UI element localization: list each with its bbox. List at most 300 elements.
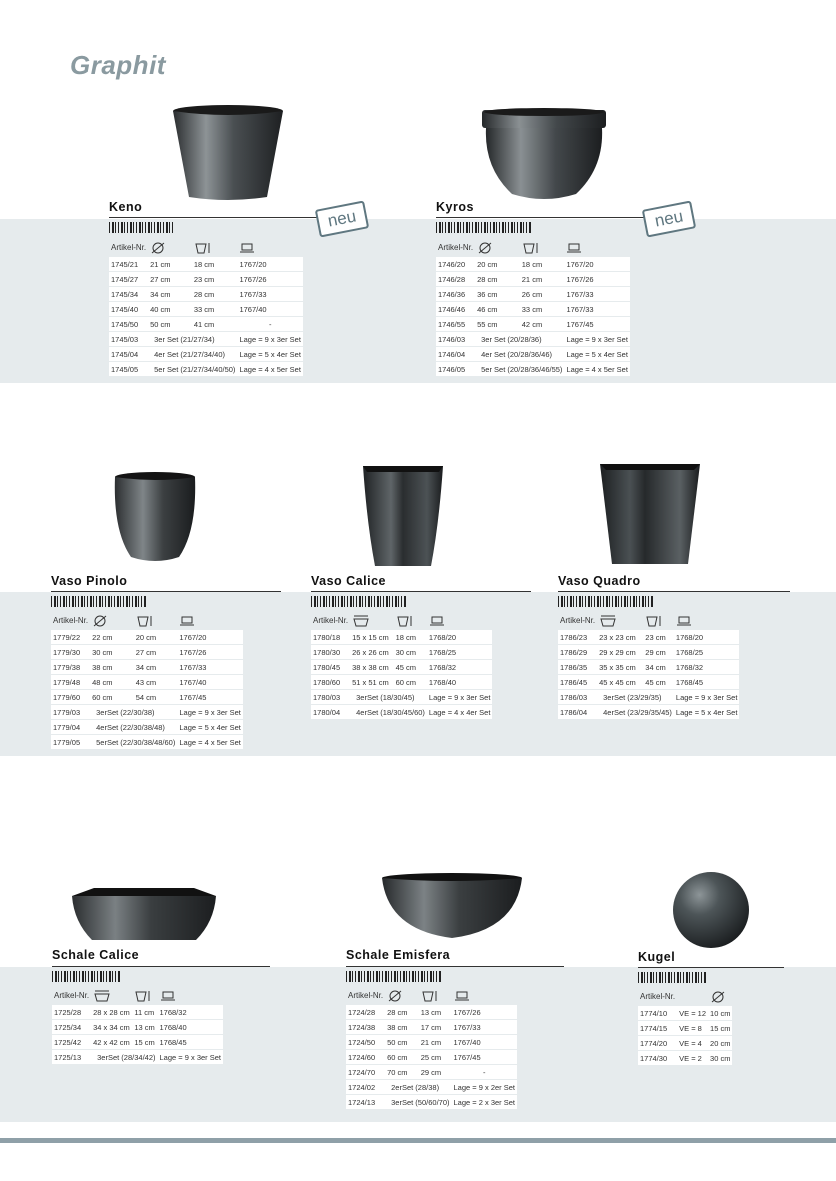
table-cell: 1745/27 — [109, 272, 148, 286]
table-cell: 35 x 35 cm — [597, 660, 643, 674]
table-cell: 1767/20 — [237, 257, 303, 271]
table-row — [109, 287, 303, 301]
table-cell: 1746/20 — [436, 257, 475, 271]
table-cell: 1780/30 — [311, 645, 350, 659]
table-cell: 13 cm — [419, 1005, 452, 1019]
table-row — [52, 1020, 223, 1034]
table-cell: 1746/28 — [436, 272, 475, 286]
column-article: Artikel-Nr. — [313, 616, 349, 625]
table-cell: 1779/60 — [51, 690, 90, 704]
title-rule — [311, 591, 531, 592]
table-cell: 1746/05 — [436, 362, 475, 376]
table-cell: 1767/20 — [564, 257, 630, 271]
table-row — [558, 645, 739, 659]
table-cell: 3erSet (50/60/70) — [385, 1095, 451, 1109]
column-article: Artikel-Nr. — [54, 991, 90, 1000]
schale-emisfera-table — [346, 986, 517, 1110]
table-row — [109, 272, 303, 286]
table-cell: 4erSet (18/30/45/60) — [350, 705, 427, 719]
table-cell: 45 cm — [643, 675, 674, 689]
title-rule — [51, 591, 281, 592]
table-cell: 10 cm — [708, 1006, 732, 1020]
table-cell: 4er Set (20/28/36/46) — [475, 347, 564, 361]
table-cell: 1768/40 — [427, 675, 493, 689]
table-cell: 26 x 26 cm — [350, 645, 393, 659]
table-cell: 28 x 28 cm — [91, 1005, 132, 1019]
saucer-icon — [674, 612, 740, 629]
table-cell: 45 x 45 cm — [597, 675, 643, 689]
table-cell: 15 cm — [132, 1035, 157, 1049]
table-cell: 28 cm — [192, 287, 238, 301]
footer-rule — [0, 1138, 836, 1143]
table-cell: 1779/22 — [51, 630, 90, 644]
product-name: Vaso Calice — [311, 574, 386, 588]
table-cell: 11 cm — [132, 1005, 157, 1019]
product-image-kyros — [480, 108, 608, 204]
table-cell: 1786/29 — [558, 645, 597, 659]
table-cell: 48 cm — [90, 675, 134, 689]
table-cell: 1767/45 — [177, 690, 243, 704]
diameter-icon — [708, 988, 732, 1005]
product-image-schale-emisfera — [380, 872, 524, 942]
table-cell: 1745/50 — [109, 317, 148, 331]
table-cell: 54 cm — [134, 690, 178, 704]
table-cell: 60 cm — [90, 690, 134, 704]
barcode — [52, 971, 120, 982]
table-cell: 1767/45 — [564, 317, 630, 331]
height-icon — [192, 239, 238, 256]
height-icon — [419, 987, 452, 1004]
table-cell: 1724/70 — [346, 1065, 385, 1079]
table-cell: 3er Set (21/27/34) — [148, 332, 237, 346]
table-cell: 25 cm — [419, 1050, 452, 1064]
set-row — [311, 690, 492, 704]
table-cell: 4er Set (21/27/34/40) — [148, 347, 237, 361]
table-cell: 21 cm — [419, 1035, 452, 1049]
table-cell: 1779/05 — [51, 735, 90, 749]
product-name: Kyros — [436, 200, 474, 214]
vaso-calice-table — [311, 611, 492, 720]
product-name: Kugel — [638, 950, 676, 964]
table-cell: 34 cm — [643, 660, 674, 674]
set-row — [51, 735, 243, 749]
table-cell: 1786/03 — [558, 690, 597, 704]
table-cell: 1746/04 — [436, 347, 475, 361]
table-cell: Lage = 9 x 3er Set — [564, 332, 630, 346]
table-row — [311, 645, 492, 659]
product-name: Schale Emisfera — [346, 948, 451, 962]
product-name: Schale Calice — [52, 948, 140, 962]
set-row — [109, 347, 303, 361]
table-cell: 1746/55 — [436, 317, 475, 331]
table-cell: 1767/26 — [452, 1005, 518, 1019]
product-image-kugel — [670, 870, 752, 950]
height-icon — [132, 987, 157, 1004]
table-cell: 4erSet (23/29/35/45) — [597, 705, 674, 719]
table-cell: 1768/20 — [427, 630, 493, 644]
table-cell: 3erSet (18/30/45) — [350, 690, 427, 704]
column-article: Artikel-Nr. — [438, 243, 474, 252]
table-row — [558, 675, 739, 689]
table-cell: 1779/38 — [51, 660, 90, 674]
set-row — [436, 347, 630, 361]
column-article: Artikel-Nr. — [111, 243, 147, 252]
table-cell: Lage = 9 x 3er Set — [427, 690, 493, 704]
table-cell: 38 cm — [385, 1020, 419, 1034]
table-cell: VE = 2 — [677, 1051, 708, 1065]
product-name: Vaso Pinolo — [51, 574, 128, 588]
set-row — [558, 690, 739, 704]
table-row — [51, 675, 243, 689]
table-cell: 20 cm — [134, 630, 178, 644]
table-cell: 1746/36 — [436, 287, 475, 301]
table-cell: 3erSet (22/30/38) — [90, 705, 177, 719]
table-cell: 1767/33 — [237, 287, 303, 301]
column-article: Artikel-Nr. — [560, 616, 596, 625]
product-name: Vaso Quadro — [558, 574, 641, 588]
table-cell: 1779/48 — [51, 675, 90, 689]
table-cell: 1774/30 — [638, 1051, 677, 1065]
height-icon — [134, 612, 178, 629]
table-cell: 1746/46 — [436, 302, 475, 316]
table-cell: 23 cm — [643, 630, 674, 644]
table-cell: 30 cm — [708, 1051, 732, 1065]
table-cell: Lage = 5 x 4er Set — [177, 720, 243, 734]
product-name: Keno — [109, 200, 143, 214]
table-cell: 1767/33 — [564, 302, 630, 316]
table-cell: 20 cm — [475, 257, 520, 271]
table-cell: 42 cm — [520, 317, 565, 331]
table-cell: 13 cm — [132, 1020, 157, 1034]
table-cell: 1786/45 — [558, 675, 597, 689]
table-cell: 1768/25 — [674, 645, 740, 659]
table-row — [346, 1035, 517, 1049]
set-row — [311, 705, 492, 719]
table-row — [51, 690, 243, 704]
table-cell: 1786/04 — [558, 705, 597, 719]
table-cell: 30 cm — [90, 645, 134, 659]
table-cell: 27 cm — [134, 645, 178, 659]
column-article: Artikel-Nr. — [640, 992, 676, 1001]
table-cell: 42 x 42 cm — [91, 1035, 132, 1049]
barcode — [109, 222, 175, 233]
table-cell: 5erSet (22/30/38/48/60) — [90, 735, 177, 749]
new-badge: neu — [642, 200, 696, 237]
table-cell: 1767/26 — [564, 272, 630, 286]
table-cell: Lage = 9 x 3er Set — [158, 1050, 224, 1064]
table-cell: 1767/40 — [452, 1035, 518, 1049]
barcode — [436, 222, 532, 233]
width-icon — [350, 612, 393, 629]
width-icon — [91, 987, 132, 1004]
table-cell: 1767/33 — [452, 1020, 518, 1034]
table-cell: 1780/45 — [311, 660, 350, 674]
table-cell: 1774/10 — [638, 1006, 677, 1020]
title-rule — [109, 217, 319, 218]
table-row — [109, 317, 303, 331]
set-row — [558, 705, 739, 719]
table-cell: 34 cm — [134, 660, 178, 674]
table-cell: 40 cm — [148, 302, 192, 316]
set-row — [346, 1080, 517, 1094]
table-cell: 1774/20 — [638, 1036, 677, 1050]
product-image-keno — [169, 103, 287, 203]
table-row — [558, 660, 739, 674]
table-row — [436, 287, 630, 301]
product-image-vaso-pinolo — [113, 471, 197, 565]
table-cell: 30 cm — [394, 645, 427, 659]
table-cell: VE = 8 — [677, 1021, 708, 1035]
title-rule — [436, 217, 646, 218]
table-row — [52, 1005, 223, 1019]
table-cell: 1767/20 — [177, 630, 243, 644]
table-cell: 1767/33 — [564, 287, 630, 301]
table-cell: 38 cm — [90, 660, 134, 674]
table-cell: 45 cm — [394, 660, 427, 674]
table-cell: 1768/32 — [158, 1005, 224, 1019]
table-cell: 1724/13 — [346, 1095, 385, 1109]
table-cell: 33 cm — [192, 302, 238, 316]
table-cell: 27 cm — [148, 272, 192, 286]
table-cell: 1767/40 — [177, 675, 243, 689]
table-cell: 2erSet (28/38) — [385, 1080, 451, 1094]
saucer-icon — [564, 239, 630, 256]
saucer-icon — [158, 987, 224, 1004]
table-cell: 1780/04 — [311, 705, 350, 719]
product-image-vaso-quadro — [598, 462, 702, 568]
table-cell: Lage = 5 x 4er Set — [564, 347, 630, 361]
table-row — [311, 675, 492, 689]
title-rule — [346, 966, 564, 967]
table-cell: 1745/05 — [109, 362, 148, 376]
column-article: Artikel-Nr. — [53, 616, 89, 625]
table-cell: 1745/34 — [109, 287, 148, 301]
height-icon — [643, 612, 674, 629]
saucer-icon — [237, 239, 303, 256]
table-row — [52, 1035, 223, 1049]
diameter-icon — [385, 987, 419, 1004]
table-row — [436, 317, 630, 331]
saucer-icon — [177, 612, 243, 629]
table-row — [109, 302, 303, 316]
table-row — [638, 1021, 732, 1035]
table-cell: 1767/26 — [237, 272, 303, 286]
table-cell: 1725/13 — [52, 1050, 91, 1064]
barcode — [346, 971, 442, 982]
title-rule — [52, 966, 270, 967]
table-cell: 1768/32 — [427, 660, 493, 674]
table-cell: 18 cm — [394, 630, 427, 644]
table-cell: 1780/03 — [311, 690, 350, 704]
table-cell: VE = 4 — [677, 1036, 708, 1050]
table-cell: Lage = 4 x 5er Set — [564, 362, 630, 376]
table-row — [436, 302, 630, 316]
table-cell: 1768/40 — [158, 1020, 224, 1034]
table-cell: 1774/15 — [638, 1021, 677, 1035]
table-cell: 21 cm — [148, 257, 192, 271]
height-icon — [394, 612, 427, 629]
table-cell: 5er Set (20/28/36/46/55) — [475, 362, 564, 376]
table-row — [51, 645, 243, 659]
table-cell: 1724/28 — [346, 1005, 385, 1019]
table-cell: 1767/40 — [237, 302, 303, 316]
saucer-icon — [452, 987, 518, 1004]
table-cell: - — [237, 317, 303, 331]
title-rule — [638, 967, 784, 968]
table-cell: 1725/34 — [52, 1020, 91, 1034]
table-cell: 1779/30 — [51, 645, 90, 659]
table-cell: 1767/45 — [452, 1050, 518, 1064]
table-cell: 51 x 51 cm — [350, 675, 393, 689]
table-cell: 43 cm — [134, 675, 178, 689]
set-row — [109, 362, 303, 376]
table-cell: 1745/40 — [109, 302, 148, 316]
table-cell: 1724/02 — [346, 1080, 385, 1094]
table-cell: 38 x 38 cm — [350, 660, 393, 674]
table-cell: 1768/32 — [674, 660, 740, 674]
diameter-icon — [148, 239, 192, 256]
table-cell: 1724/50 — [346, 1035, 385, 1049]
column-article: Artikel-Nr. — [348, 991, 384, 1000]
table-row — [638, 1006, 732, 1020]
table-cell: 23 cm — [192, 272, 238, 286]
set-row — [436, 362, 630, 376]
barcode — [558, 596, 654, 607]
table-cell: 1768/25 — [427, 645, 493, 659]
table-cell: 50 cm — [148, 317, 192, 331]
table-cell: 1724/60 — [346, 1050, 385, 1064]
table-cell: 15 x 15 cm — [350, 630, 393, 644]
set-row — [51, 720, 243, 734]
table-cell: 1779/04 — [51, 720, 90, 734]
table-cell: Lage = 2 x 3er Set — [452, 1095, 518, 1109]
table-row — [346, 1005, 517, 1019]
table-cell: Lage = 4 x 5er Set — [177, 735, 243, 749]
table-cell: 34 cm — [148, 287, 192, 301]
kugel-table — [638, 987, 732, 1066]
table-cell: 29 cm — [419, 1065, 452, 1079]
table-row — [346, 1020, 517, 1034]
table-cell: 1786/35 — [558, 660, 597, 674]
table-cell: Lage = 9 x 3er Set — [674, 690, 740, 704]
barcode — [51, 596, 147, 607]
page-title: Graphit — [70, 50, 166, 80]
table-cell: 3erSet (28/34/42) — [91, 1050, 157, 1064]
set-row — [346, 1095, 517, 1109]
table-cell: 18 cm — [520, 257, 565, 271]
table-row — [346, 1065, 517, 1079]
table-cell: Lage = 5 x 4er Set — [674, 705, 740, 719]
barcode — [311, 596, 407, 607]
schale-calice-table — [52, 986, 223, 1065]
table-cell: 36 cm — [475, 287, 520, 301]
set-row — [109, 332, 303, 346]
table-cell: Lage = 9 x 3er Set — [177, 705, 243, 719]
table-cell: 20 cm — [708, 1036, 732, 1050]
table-cell: 18 cm — [192, 257, 238, 271]
vaso-quadro-table — [558, 611, 739, 720]
product-image-schale-calice — [70, 886, 218, 944]
table-cell: Lage = 9 x 3er Set — [237, 332, 303, 346]
table-cell: 1780/18 — [311, 630, 350, 644]
set-row — [52, 1050, 223, 1064]
table-row — [638, 1036, 732, 1050]
keno-table — [109, 238, 303, 377]
table-cell: 26 cm — [520, 287, 565, 301]
set-row — [436, 332, 630, 346]
table-cell: 5er Set (21/27/34/40/50) — [148, 362, 237, 376]
table-row — [558, 630, 739, 644]
table-cell: Lage = 4 x 5er Set — [237, 362, 303, 376]
diameter-icon — [90, 612, 134, 629]
table-cell: 23 x 23 cm — [597, 630, 643, 644]
table-cell: 60 cm — [385, 1050, 419, 1064]
table-cell: 1724/38 — [346, 1020, 385, 1034]
table-cell: 1745/21 — [109, 257, 148, 271]
table-cell: 60 cm — [394, 675, 427, 689]
table-cell: 1745/03 — [109, 332, 148, 346]
barcode — [638, 972, 706, 983]
product-image-vaso-calice — [361, 464, 445, 570]
table-cell: 29 x 29 cm — [597, 645, 643, 659]
table-cell: 1768/45 — [674, 675, 740, 689]
table-cell: 1767/26 — [177, 645, 243, 659]
table-row — [109, 257, 303, 271]
table-cell: 3erSet (23/29/35) — [597, 690, 674, 704]
table-cell: 41 cm — [192, 317, 238, 331]
table-cell: 34 x 34 cm — [91, 1020, 132, 1034]
height-icon — [520, 239, 565, 256]
saucer-icon — [427, 612, 493, 629]
table-cell: 22 cm — [90, 630, 134, 644]
new-badge: neu — [315, 200, 369, 237]
table-cell: 70 cm — [385, 1065, 419, 1079]
table-cell: 1779/03 — [51, 705, 90, 719]
table-row — [311, 630, 492, 644]
table-cell: 3er Set (20/28/36) — [475, 332, 564, 346]
table-cell: 1746/03 — [436, 332, 475, 346]
table-cell: 1768/45 — [158, 1035, 224, 1049]
table-cell: 1725/42 — [52, 1035, 91, 1049]
table-row — [436, 257, 630, 271]
set-row — [51, 705, 243, 719]
table-cell: 28 cm — [475, 272, 520, 286]
table-cell: 1745/04 — [109, 347, 148, 361]
table-cell: 33 cm — [520, 302, 565, 316]
table-cell: 1725/28 — [52, 1005, 91, 1019]
kyros-table — [436, 238, 630, 377]
table-cell: 28 cm — [385, 1005, 419, 1019]
table-cell: 29 cm — [643, 645, 674, 659]
table-row — [436, 272, 630, 286]
table-cell: Lage = 4 x 4er Set — [427, 705, 493, 719]
table-cell: 1768/20 — [674, 630, 740, 644]
table-row — [346, 1050, 517, 1064]
table-cell: 1786/23 — [558, 630, 597, 644]
table-cell: 55 cm — [475, 317, 520, 331]
table-cell: 1780/60 — [311, 675, 350, 689]
table-cell: 1767/33 — [177, 660, 243, 674]
table-row — [638, 1051, 732, 1065]
table-cell: 17 cm — [419, 1020, 452, 1034]
width-icon — [597, 612, 643, 629]
table-cell: 46 cm — [475, 302, 520, 316]
table-cell: 4erSet (22/30/38/48) — [90, 720, 177, 734]
table-cell: 15 cm — [708, 1021, 732, 1035]
vaso-pinolo-table — [51, 611, 243, 750]
table-cell: VE = 12 — [677, 1006, 708, 1020]
title-rule — [558, 591, 790, 592]
